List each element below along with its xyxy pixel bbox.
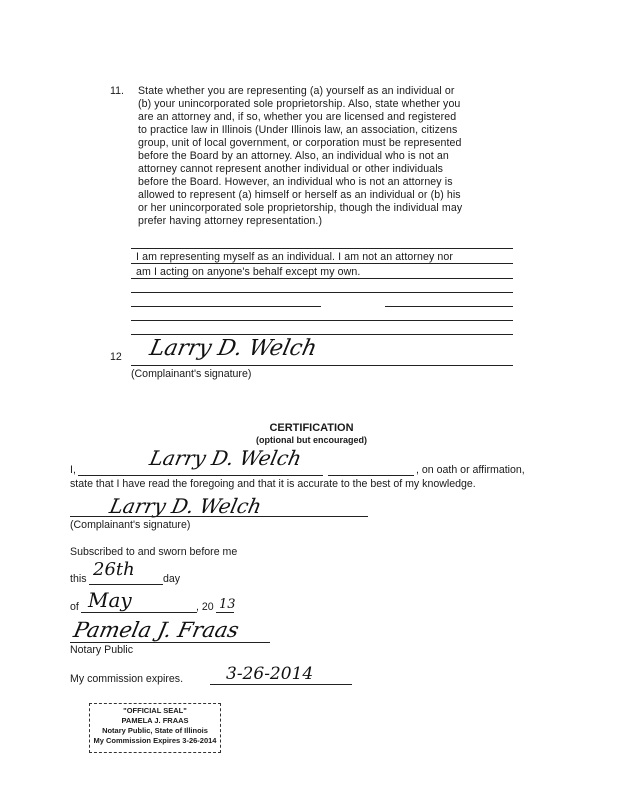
subscribed-text: Subscribed to and sworn before me bbox=[70, 546, 238, 558]
year-line bbox=[216, 612, 234, 613]
item11-answer-line: am I acting on anyone's behalf except my own. bbox=[136, 266, 361, 278]
answer-rule bbox=[131, 248, 513, 249]
name-line bbox=[78, 475, 323, 476]
year-value: 13 bbox=[219, 597, 236, 612]
item11-line: group, unit of local government, or corporation must be represented bbox=[138, 137, 462, 149]
cert-oath-text: , on oath or affirmation, bbox=[416, 464, 525, 476]
day-value: 26th bbox=[93, 559, 135, 580]
answer-rule bbox=[131, 320, 513, 321]
signature-line bbox=[70, 516, 368, 517]
commission-value: 3-26-2014 bbox=[226, 664, 314, 684]
item12-signature: Larry D. Welch bbox=[147, 336, 320, 361]
answer-rule bbox=[131, 306, 321, 307]
notary-label: Notary Public bbox=[70, 644, 133, 656]
item11-line: prefer having attorney representation.) bbox=[138, 215, 323, 227]
cert-prefix: I, bbox=[70, 464, 76, 476]
item11-line: or her unincorporated sole proprietorship, though the individual may bbox=[138, 202, 463, 214]
cert-name-written: Larry D. Welch bbox=[147, 446, 304, 470]
item11-line: before the Board. However, an individual who is not an attorney is bbox=[138, 176, 453, 188]
item11-number: 11. bbox=[110, 85, 124, 97]
answer-rule bbox=[131, 334, 513, 335]
day-label: day bbox=[163, 573, 181, 585]
answer-rule bbox=[385, 306, 513, 307]
month-value: May bbox=[88, 588, 132, 612]
item11-line: attorney cannot represent another individual or other individuals bbox=[138, 163, 444, 175]
this-label: this bbox=[70, 573, 87, 585]
item11-line: (b) your unincorporated sole proprietorship. Also, state whether you bbox=[138, 98, 461, 110]
name-line bbox=[328, 475, 414, 476]
official-seal-stamp bbox=[89, 703, 221, 753]
certification-title: CERTIFICATION bbox=[269, 422, 354, 434]
cert-caption: (Complainant's signature) bbox=[70, 519, 191, 531]
item12-number: 12 bbox=[110, 351, 122, 363]
commission-line bbox=[210, 684, 352, 685]
seal-line: My Commission Expires 3-26-2014 bbox=[93, 736, 217, 745]
day-line bbox=[89, 584, 163, 585]
item11-line: before the Board by an attorney. Also, an individual who is not an bbox=[138, 150, 449, 162]
signature-line bbox=[131, 365, 513, 366]
cert-statement: state that I have read the foregoing and that it is accurate to the best of my knowledge. bbox=[70, 478, 476, 490]
seal-line: PAMELA J. FRAAS bbox=[121, 716, 189, 725]
notary-signature: Pamela J. Fraas bbox=[71, 618, 242, 642]
seal-line: Notary Public, State of Illinois bbox=[102, 726, 208, 735]
commission-label: My commission expires. bbox=[70, 673, 184, 685]
seal-line: "OFFICIAL SEAL" bbox=[123, 706, 187, 715]
answer-rule bbox=[131, 263, 513, 264]
certification-subtitle: (optional but encouraged) bbox=[256, 435, 367, 445]
item11-answer-line: I am representing myself as an individual. I am not an attorney nor bbox=[136, 251, 454, 263]
item11-line: allowed to represent (a) himself or herself as an individual or (b) his bbox=[138, 189, 461, 201]
item11-line: State whether you are representing (a) yourself as an individual or bbox=[138, 85, 455, 97]
of-label: of bbox=[70, 601, 79, 613]
year-prefix: , 20 bbox=[196, 601, 214, 613]
answer-rule bbox=[131, 278, 513, 279]
answer-rule bbox=[131, 292, 513, 293]
item11-line: to practice law in Illinois (Under Illinois law, an association, citizens bbox=[138, 124, 458, 136]
item12-caption: (Complainant's signature) bbox=[131, 368, 252, 380]
item11-line: are an attorney and, if so, whether you are licensed and registered bbox=[138, 111, 457, 123]
cert-signature: Larry D. Welch bbox=[107, 494, 264, 518]
notary-line bbox=[70, 642, 270, 643]
month-line bbox=[81, 612, 197, 613]
